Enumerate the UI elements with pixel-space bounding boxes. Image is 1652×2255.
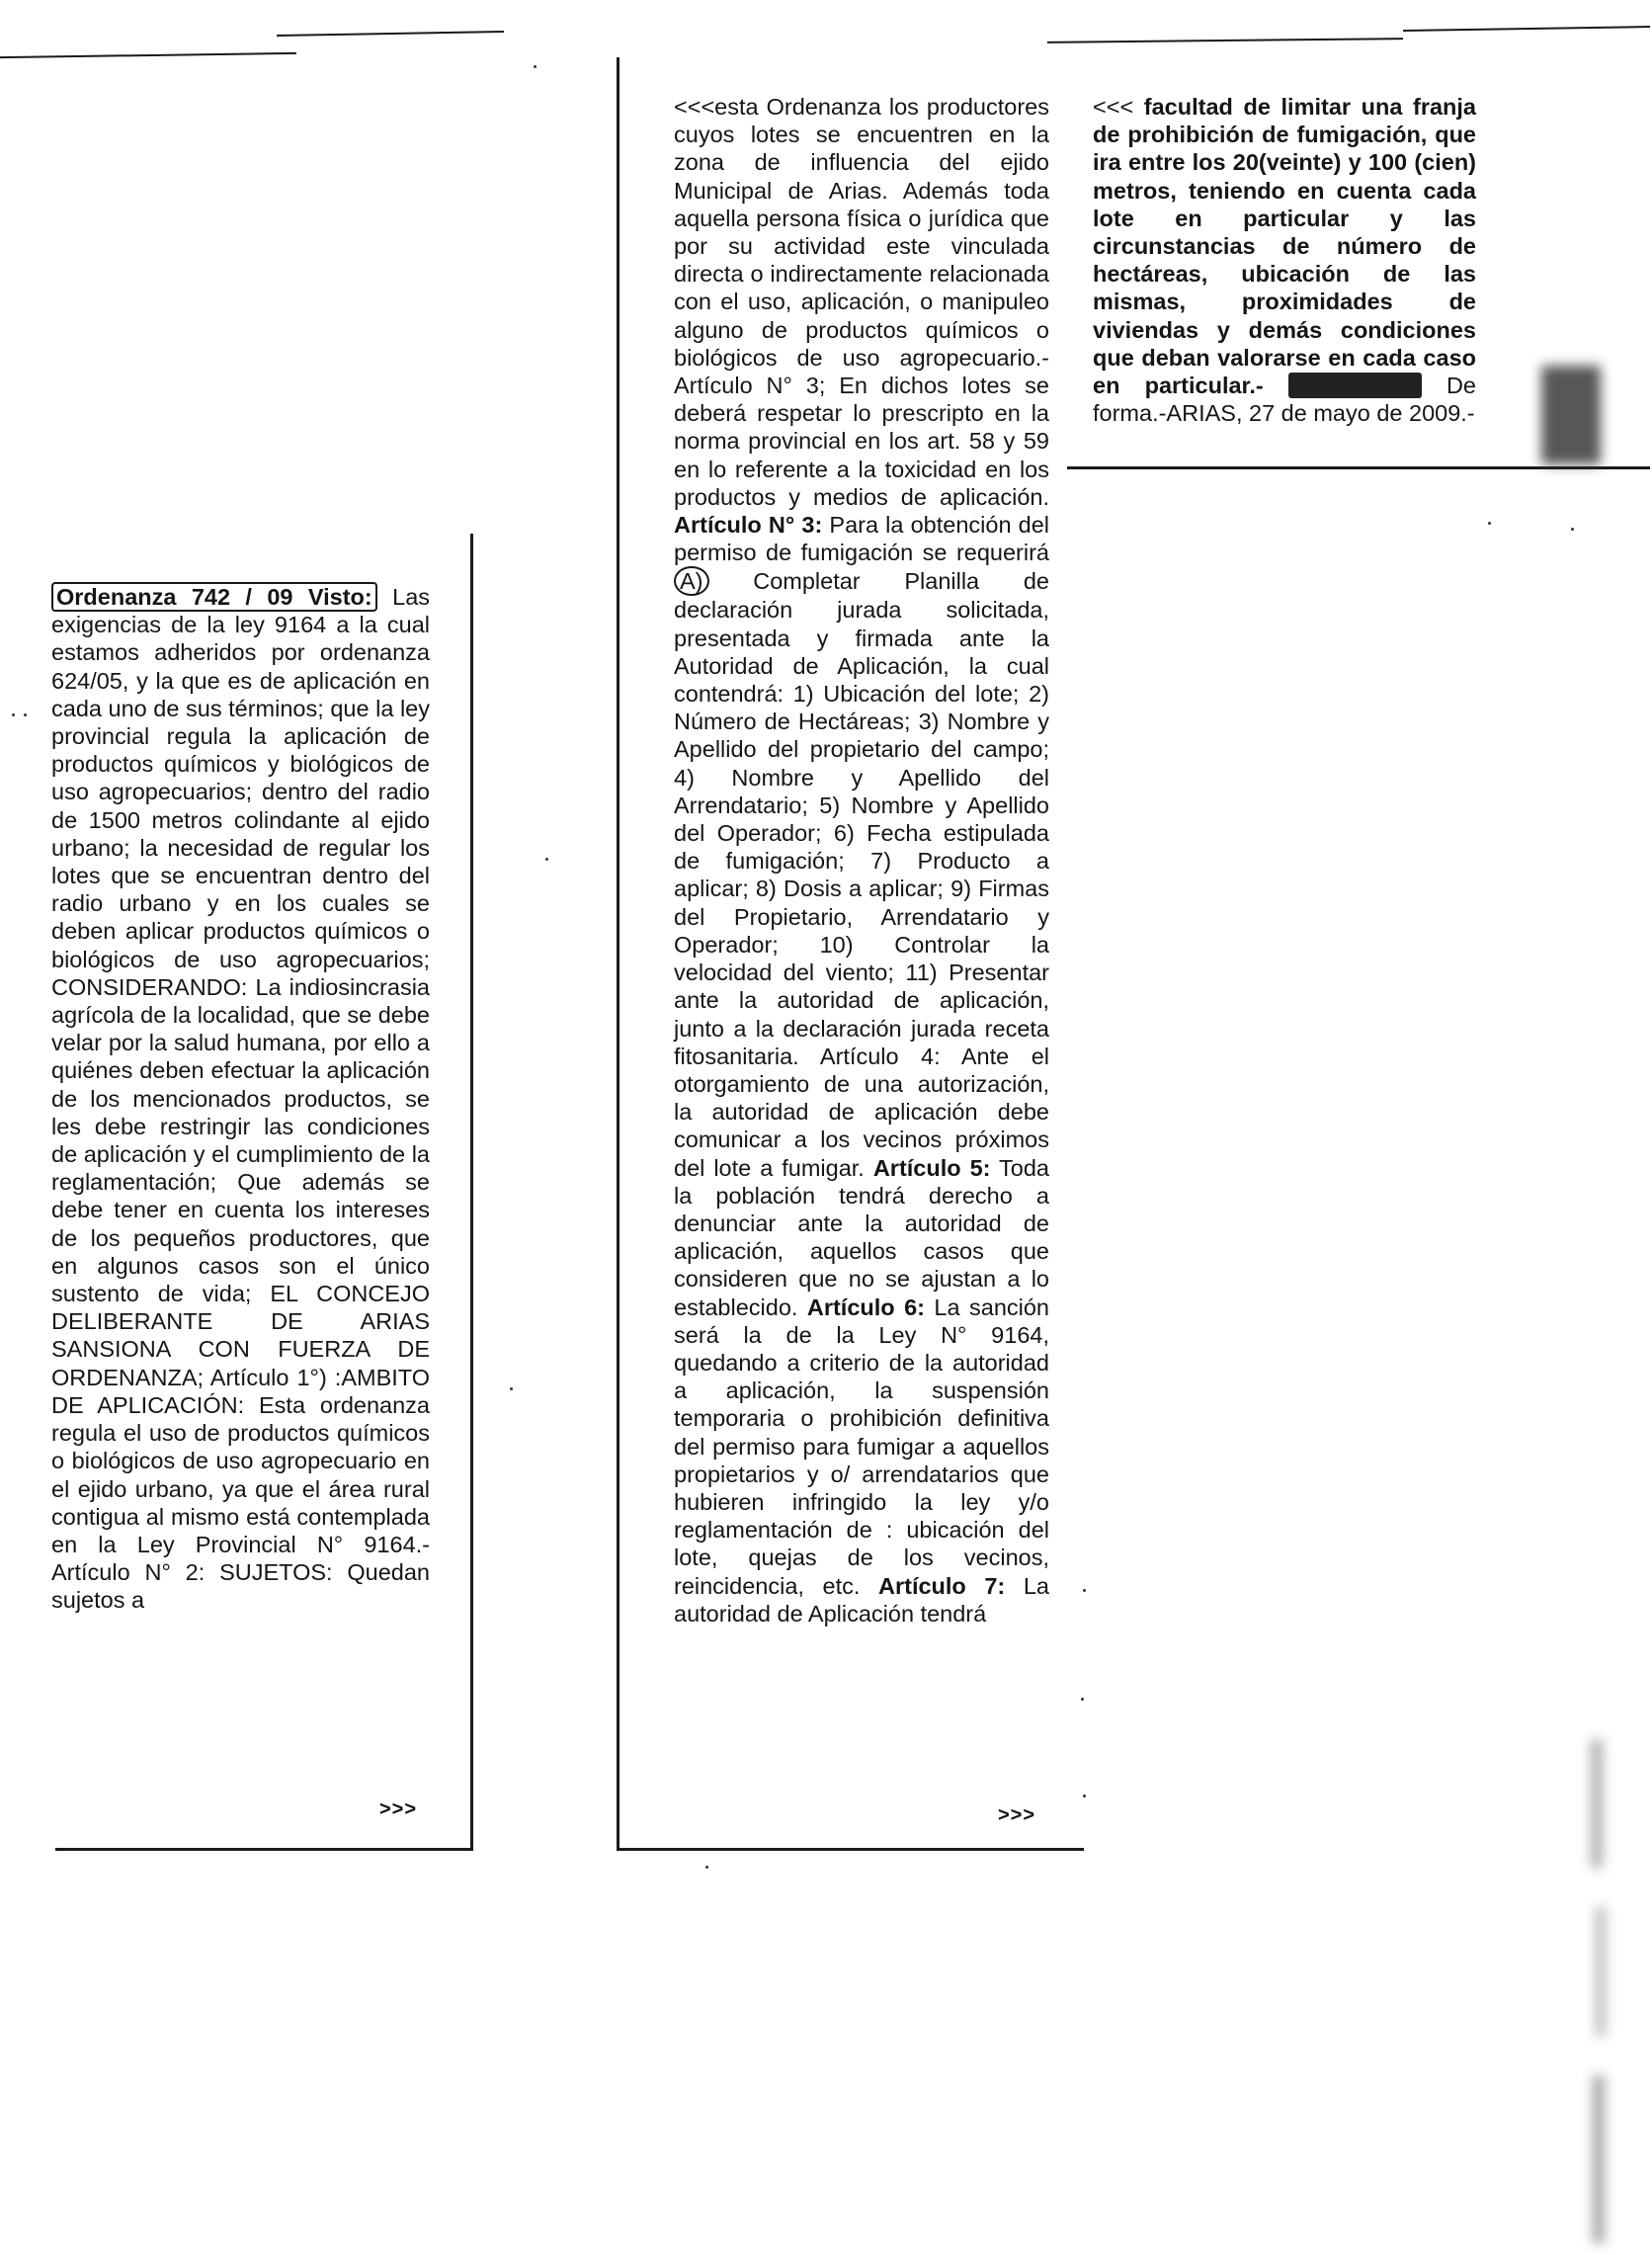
right-column-rule	[1067, 466, 1650, 469]
scan-line-top-right	[1047, 38, 1403, 43]
scan-speck	[1083, 1795, 1086, 1797]
scan-speck	[24, 713, 27, 716]
scan-smudge-edge-3	[1593, 2075, 1605, 2243]
middle-lead-mark: <<<	[674, 94, 715, 120]
right-lead-mark: <<<	[1093, 94, 1134, 120]
article-6-label: Artículo 6:	[806, 1294, 925, 1320]
middle-text-b: Para la obtención del permiso de fumigación se requerirá	[674, 512, 1049, 566]
scan-speck	[1083, 1589, 1086, 1592]
left-column	[51, 583, 430, 1615]
scan-speck	[534, 65, 537, 68]
middle-column-body	[674, 93, 1049, 1628]
scan-speck	[1571, 528, 1574, 531]
middle-text-a: esta Ordenanza los productores cuyos lotes se encuentren en la zona de influencia del ejido Municipal de Arias. Además toda aquella persona física o jurídica que por su actividad este vinculada directa o indirectamente relacionada con el uso, aplicación, o manipuleo alguno de productos químicos o biológicos de uso agropecuario.- Artículo N° 3; En dichos lotes se deberá respetar lo prescripto en la norma provincial en los art. 58 y 59 en lo referente a la toxicidad en los productos y medios de aplicación.	[674, 94, 1049, 510]
middle-text-c: Completar Planilla de declaración jurada solicitada, presentada y firmada ante la Autoridad de Aplicación, la cual contendrá: 1) Ubicación del lote; 2) Número de Hectáreas; 3) Nombre y Apellido del propietario del campo; 4) Nombre y Apellido del Arrendatario; 5) Nombre y Apellido del Operador; 6) Fecha estipulada de fumigación; 7) Producto a aplicar; 8) Dosis a aplicar; 9) Firmas del Propietario, Arrendatario y Operador; 10) Controlar la velocidad del viento; 11) Presentar ante la autoridad de aplicación, junto a la declaración jurada receta fitosanitaria. Artículo 4: Ante el otorgamiento de una autorización, la autoridad de aplicación debe comunicar a los vecinos próximos del lote a fumigar.	[674, 568, 1049, 1181]
scan-line-top-left-2	[277, 31, 504, 37]
middle-text-d: Toda la población tendrá derecho a denunciar ante la autoridad de aplicación, aquellos casos que consideren que no se ajustan a lo establecido.	[674, 1154, 1050, 1320]
right-column-body	[1093, 93, 1476, 427]
scan-speck	[705, 1866, 708, 1869]
scan-speck	[510, 1387, 513, 1390]
article-7-label: Artículo 7:	[878, 1572, 1006, 1599]
right-text-b: De forma.-ARIAS, 27 de mayo de 2009.-	[1093, 373, 1476, 427]
middle-continuation-mark: >>>	[998, 1804, 1036, 1826]
left-continuation-mark: >>>	[379, 1798, 418, 1820]
left-column-body	[51, 583, 430, 1615]
scan-speck	[1081, 1698, 1084, 1701]
scan-speck	[545, 858, 548, 861]
scan-speck	[1488, 522, 1491, 525]
scan-smudge-edge-1	[1591, 1739, 1603, 1868]
article-8-label: Artículo 8:	[1287, 373, 1422, 399]
scan-smudge-top-right	[1541, 366, 1601, 464]
middle-text-e: La sanción será la de la Ley N° 9164, quedando a criterio de la autoridad a aplicación, la suspensión temporaria o prohibición definitiva del permiso para fumigar a aquellos propietarios y o/ arrendatarios que hubieren infringido la ley y/o reglamentación de : ubicación del lote, quejas de los vecinos, reincidencia, etc.	[674, 1294, 1049, 1599]
middle-column	[674, 93, 1049, 1628]
scan-speck	[12, 713, 15, 716]
middle-text-f: La autoridad de Aplicación tendrá	[674, 1572, 1049, 1627]
scan-line-top-left	[0, 52, 296, 58]
left-column-text: Las exigencias de la ley 9164 a la cual estamos adheridos por ordenanza 624/05, y la que es de aplicación en cada uno de sus términos; que la ley provincial regula la aplicación de productos químicos y biológicos de uso agropecuarios; dentro del radio de 1500 metros colindante al ejido urbano; la necesidad de regular los lotes que se encuentran dentro del radio urbano y en los cuales se deben aplicar productos químicos o biológicos de uso agropecuarios; CONSIDERANDO: La indiosincrasia agrícola de la localidad, que se debe velar por la salud humana, por ello a quiénes deben efectuar la aplicación de los mencionados productos, se les debe restringir las condiciones de aplicación y el cumplimiento de la reglamentación; Que además se debe tener en cuenta los intereses de los pequeños productores, que en algunos casos son el único sustento de vida; EL CONCEJO DELIBERANTE DE ARIAS SANSIONA CON FUERZA DE ORDENANZA; Artículo 1°) :AMBITO DE APLICACIÓN: Esta ordenanza regula el uso de productos químicos o biológicos de uso agropecuario en el ejido urbano, ya que el área rural contigua al mismo está contemplada en la Ley Provincial N° 9164.- Artículo N° 2: SUJETOS: Quedan sujetos a	[51, 584, 431, 1614]
right-column	[1093, 93, 1476, 427]
ordinance-heading: Ordenanza 742 / 09 Visto:	[51, 582, 377, 612]
circled-a-mark: A)	[674, 566, 709, 596]
right-text-a: facultad de limitar una franja de prohibición de fumigación, que ira entre los 20(veinte) y 100 (cien) metros, teniendo en cuenta cada lote en particular y las circunstancias de número de hectáreas, ubicación de las mismas, proximidades de viviendas y demás condiciones que deban valorarse en cada caso en particular.-	[1093, 94, 1477, 399]
scan-smudge-edge-2	[1596, 1907, 1606, 2036]
article-3-label: Artículo N° 3:	[674, 512, 823, 539]
scan-line-top-right-2	[1403, 26, 1650, 32]
article-5-label: Artículo 5:	[872, 1154, 991, 1181]
